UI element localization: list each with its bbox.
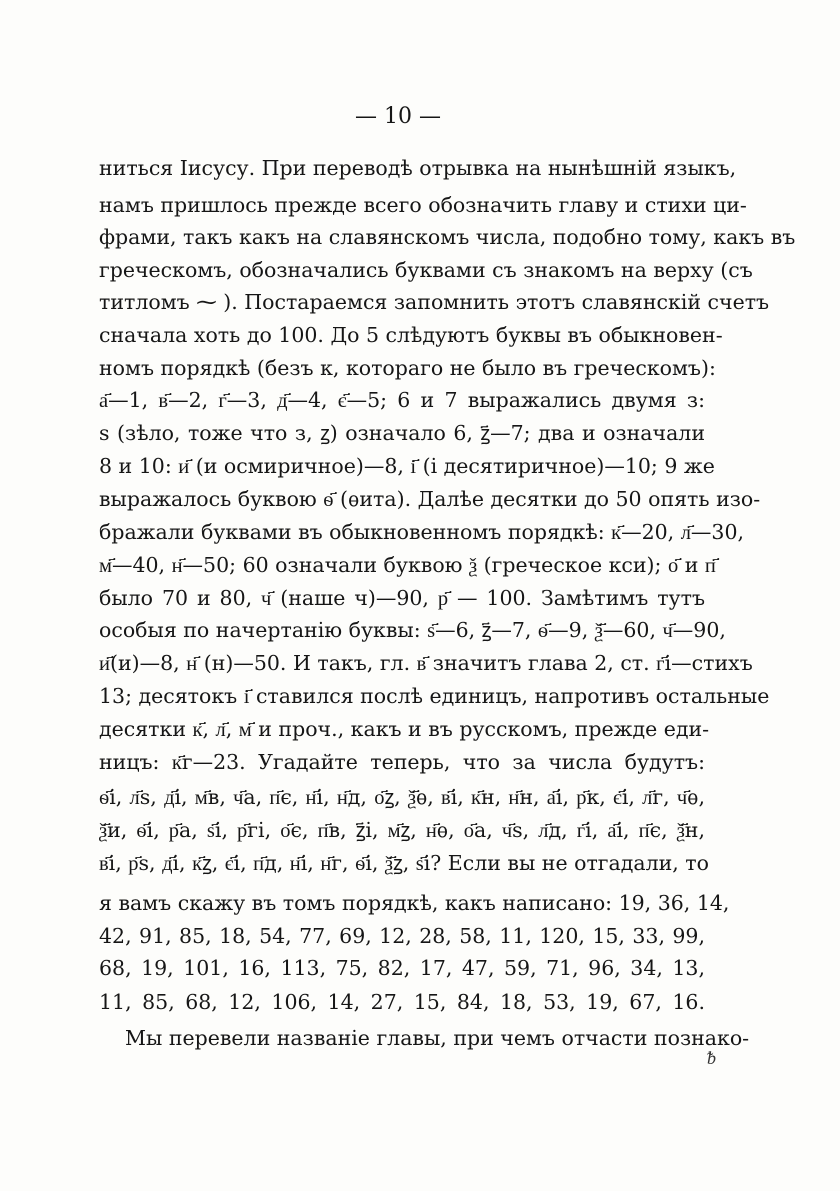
text-line: 68, 19, 101, 16, 113, 75, 82, 17, 47, 59, 71, 96, 34, 13, (99, 956, 705, 980)
text-line: 13; десятокъ і҃ ставился послѣ единицъ, напротивъ остальные (99, 684, 770, 708)
text-line: сначала хоть до 100. До 5 слѣдуютъ буквы въ обыкновен- (99, 323, 723, 347)
text-line: а҃—1, в҃—2, г҃—3, д҃—4, є҃—5; 6 и 7 выражались двумя з: (99, 388, 705, 412)
text-line: титломъ ⁓ ). Постараемся запомнить этотъ славянскій счетъ (99, 290, 770, 314)
text-line: я вамъ скажу въ томъ порядкѣ, какъ написано: 19, 36, 14, (99, 891, 730, 915)
page-number: — 10 — (355, 104, 441, 129)
text-line: Мы перевели названіе главы, при чемъ отчасти познако- (125, 1026, 750, 1050)
text-line: ѳ҃і, л҃ѕ, д҃і, м҃в, ч҃а, п҃є, н҃і, н҃д, о҃ꙁ, ѯ҃ѳ, в҃і, к҃н, н҃н, а҃і, р҃к, є҃і, л҃г, ч҃ѳ, (99, 785, 705, 809)
text-line: намъ пришлось прежде всего обозначить главу и стихи ци- (99, 193, 747, 217)
text-line: выражалось буквою ѳ҃ (ѳита). Далѣе десятки до 50 опять изо- (99, 487, 761, 511)
text-line: было 70 и 80, ч҃ (наше ч)—90, р҃ — 100. Замѣтимъ тутъ (99, 586, 705, 610)
text-line: греческомъ, обозначались буквами съ знакомъ на верху (съ (99, 258, 753, 282)
text-line: фрами, такъ какъ на славянскомъ числа, подобно тому, какъ въ (99, 225, 796, 249)
text-line: 8 и 10: и҃ (и осмиричное)—8, і҃ (і десятиричное)—10; 9 же (99, 454, 715, 478)
text-line: номъ порядкѣ (безъ к, котораго не было въ греческомъ): (99, 356, 716, 380)
text-line: в҃і, р҃ѕ, д҃і, к҃ꙁ, є҃і, п҃д, н҃і, н҃г, ѳ҃і, ѯ҃ꙁ, ѕ҃і? Если вы не отгадали, то (99, 851, 709, 875)
text-line: 42, 91, 85, 18, 54, 77, 69, 12, 28, 58, 11, 120, 15, 33, 99, (99, 924, 705, 948)
text-line: ниться Іисусу. При переводѣ отрывка на нынѣшній языкъ, (99, 156, 737, 180)
text-line: ницъ: к҃г—23. Угадайте теперь, что за числа будутъ: (99, 750, 705, 774)
text-line: особыя по начертанію буквы: ѕ҃—6, ꙁ҃—7, ѳ҃—9, ѯ҃—60, ч҃—90, (99, 618, 726, 642)
text-line: ѕ (зѣло, тоже что з, ꙁ) означало 6, ꙁ҃—7; два и означали (99, 421, 705, 445)
text-line: 11, 85, 68, 12, 106, 14, 27, 15, 84, 18, 53, 19, 67, 16. (99, 990, 705, 1014)
text-line: бражали буквами въ обыкновенномъ порядкѣ: к҃—20, л҃—30, (99, 520, 745, 544)
text-line: ѯ҃и, ѳ҃і, р҃а, ѕ҃і, р҃гі, о҃є, п҃в, ꙁ҃і, м҃ꙁ, н҃ѳ, о҃а, ч҃ѕ, л҃д, г҃і, а҃і, п҃є, ѯ҃н, (99, 818, 705, 842)
text-line: и҃(и)—8, н҃ (н)—50. И такъ, гл. в҃ значитъ глава 2, ст. г҃і—стихъ (99, 651, 753, 675)
text-line: м҃—40, н҃—50; 60 означали буквою ѯ (греческое кси); о҃ и п҃ (99, 553, 716, 577)
margin-mark: ᵬ (707, 1048, 716, 1069)
text-line: десятки к҃, л҃, м҃ и проч., какъ и въ русскомъ, прежде еди- (99, 717, 710, 741)
